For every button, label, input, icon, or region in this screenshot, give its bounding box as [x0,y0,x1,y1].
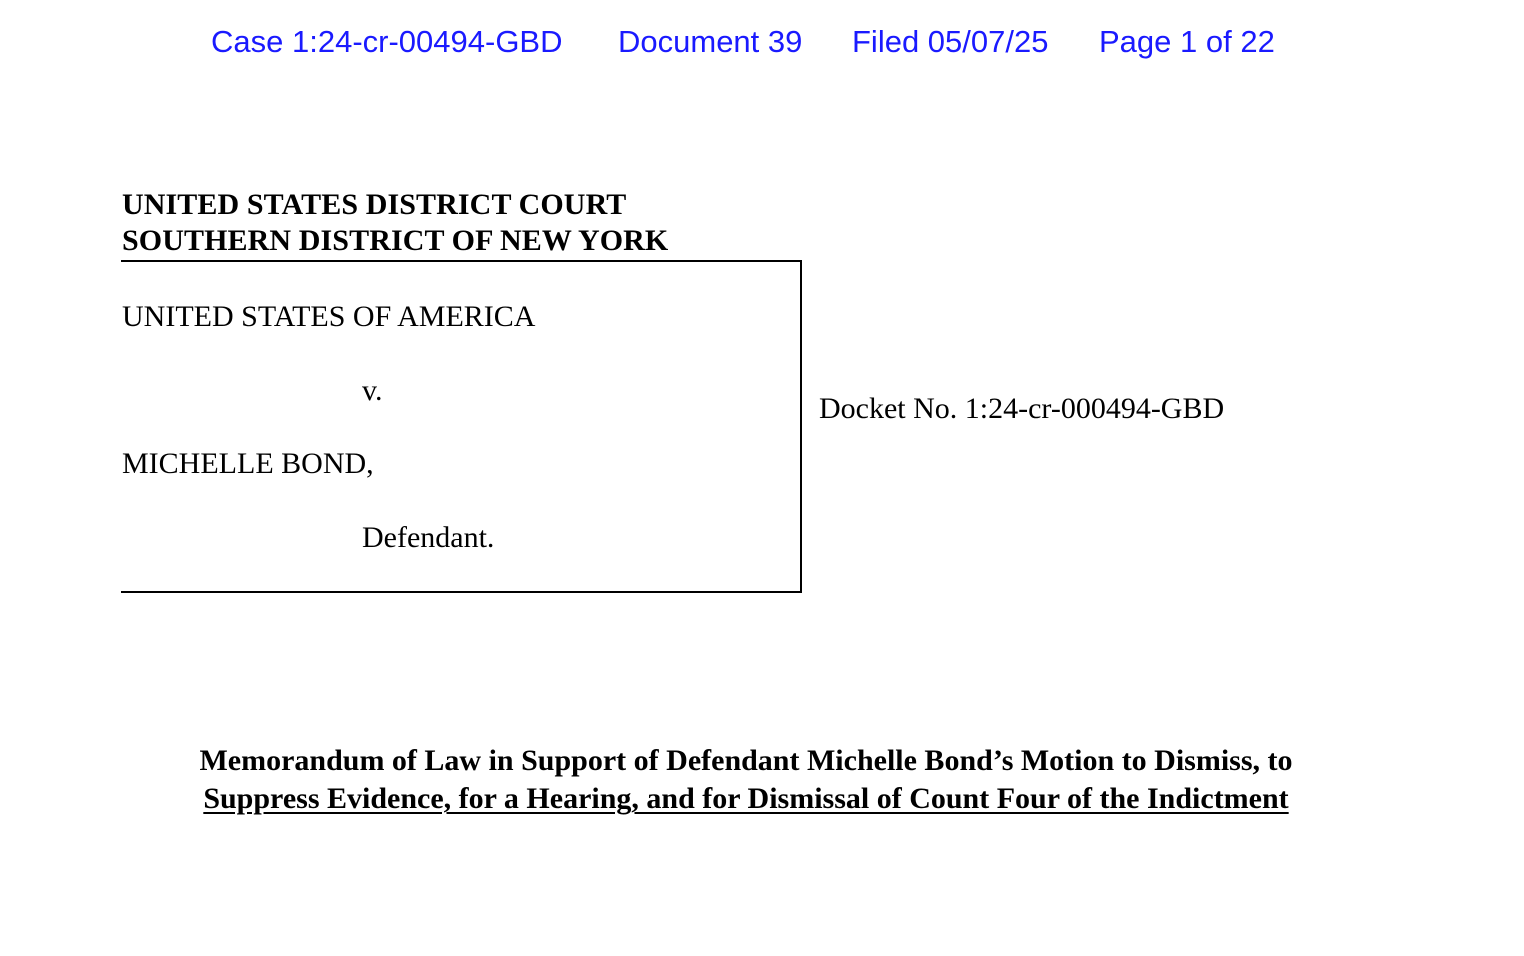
docket-number: Docket No. 1:24-cr-000494-GBD [819,392,1225,425]
document-title-line1: Memorandum of Law in Support of Defendant Michelle Bond’s Motion to Dismiss, to [199,744,1293,777]
document-title [0,742,1492,818]
case-number-stamp: Case 1:24-cr-00494-GBD [211,24,563,59]
document-title-line2: Suppress Evidence, for a Hearing, and for Dismissal of Count Four of the Indictment [203,782,1289,815]
court-district: SOUTHERN DISTRICT OF NEW YORK [122,224,669,257]
defendant-role: Defendant. [362,521,495,554]
plaintiff-name: UNITED STATES OF AMERICA [122,300,536,333]
filed-date-stamp: Filed 05/07/25 [852,24,1049,59]
versus-label: v. [362,374,383,407]
page-count-stamp: Page 1 of 22 [1099,24,1275,59]
court-name: UNITED STATES DISTRICT COURT [122,188,627,221]
court-heading [122,187,668,259]
document-number-stamp: Document 39 [618,24,803,59]
defendant-name: MICHELLE BOND, [122,447,374,480]
